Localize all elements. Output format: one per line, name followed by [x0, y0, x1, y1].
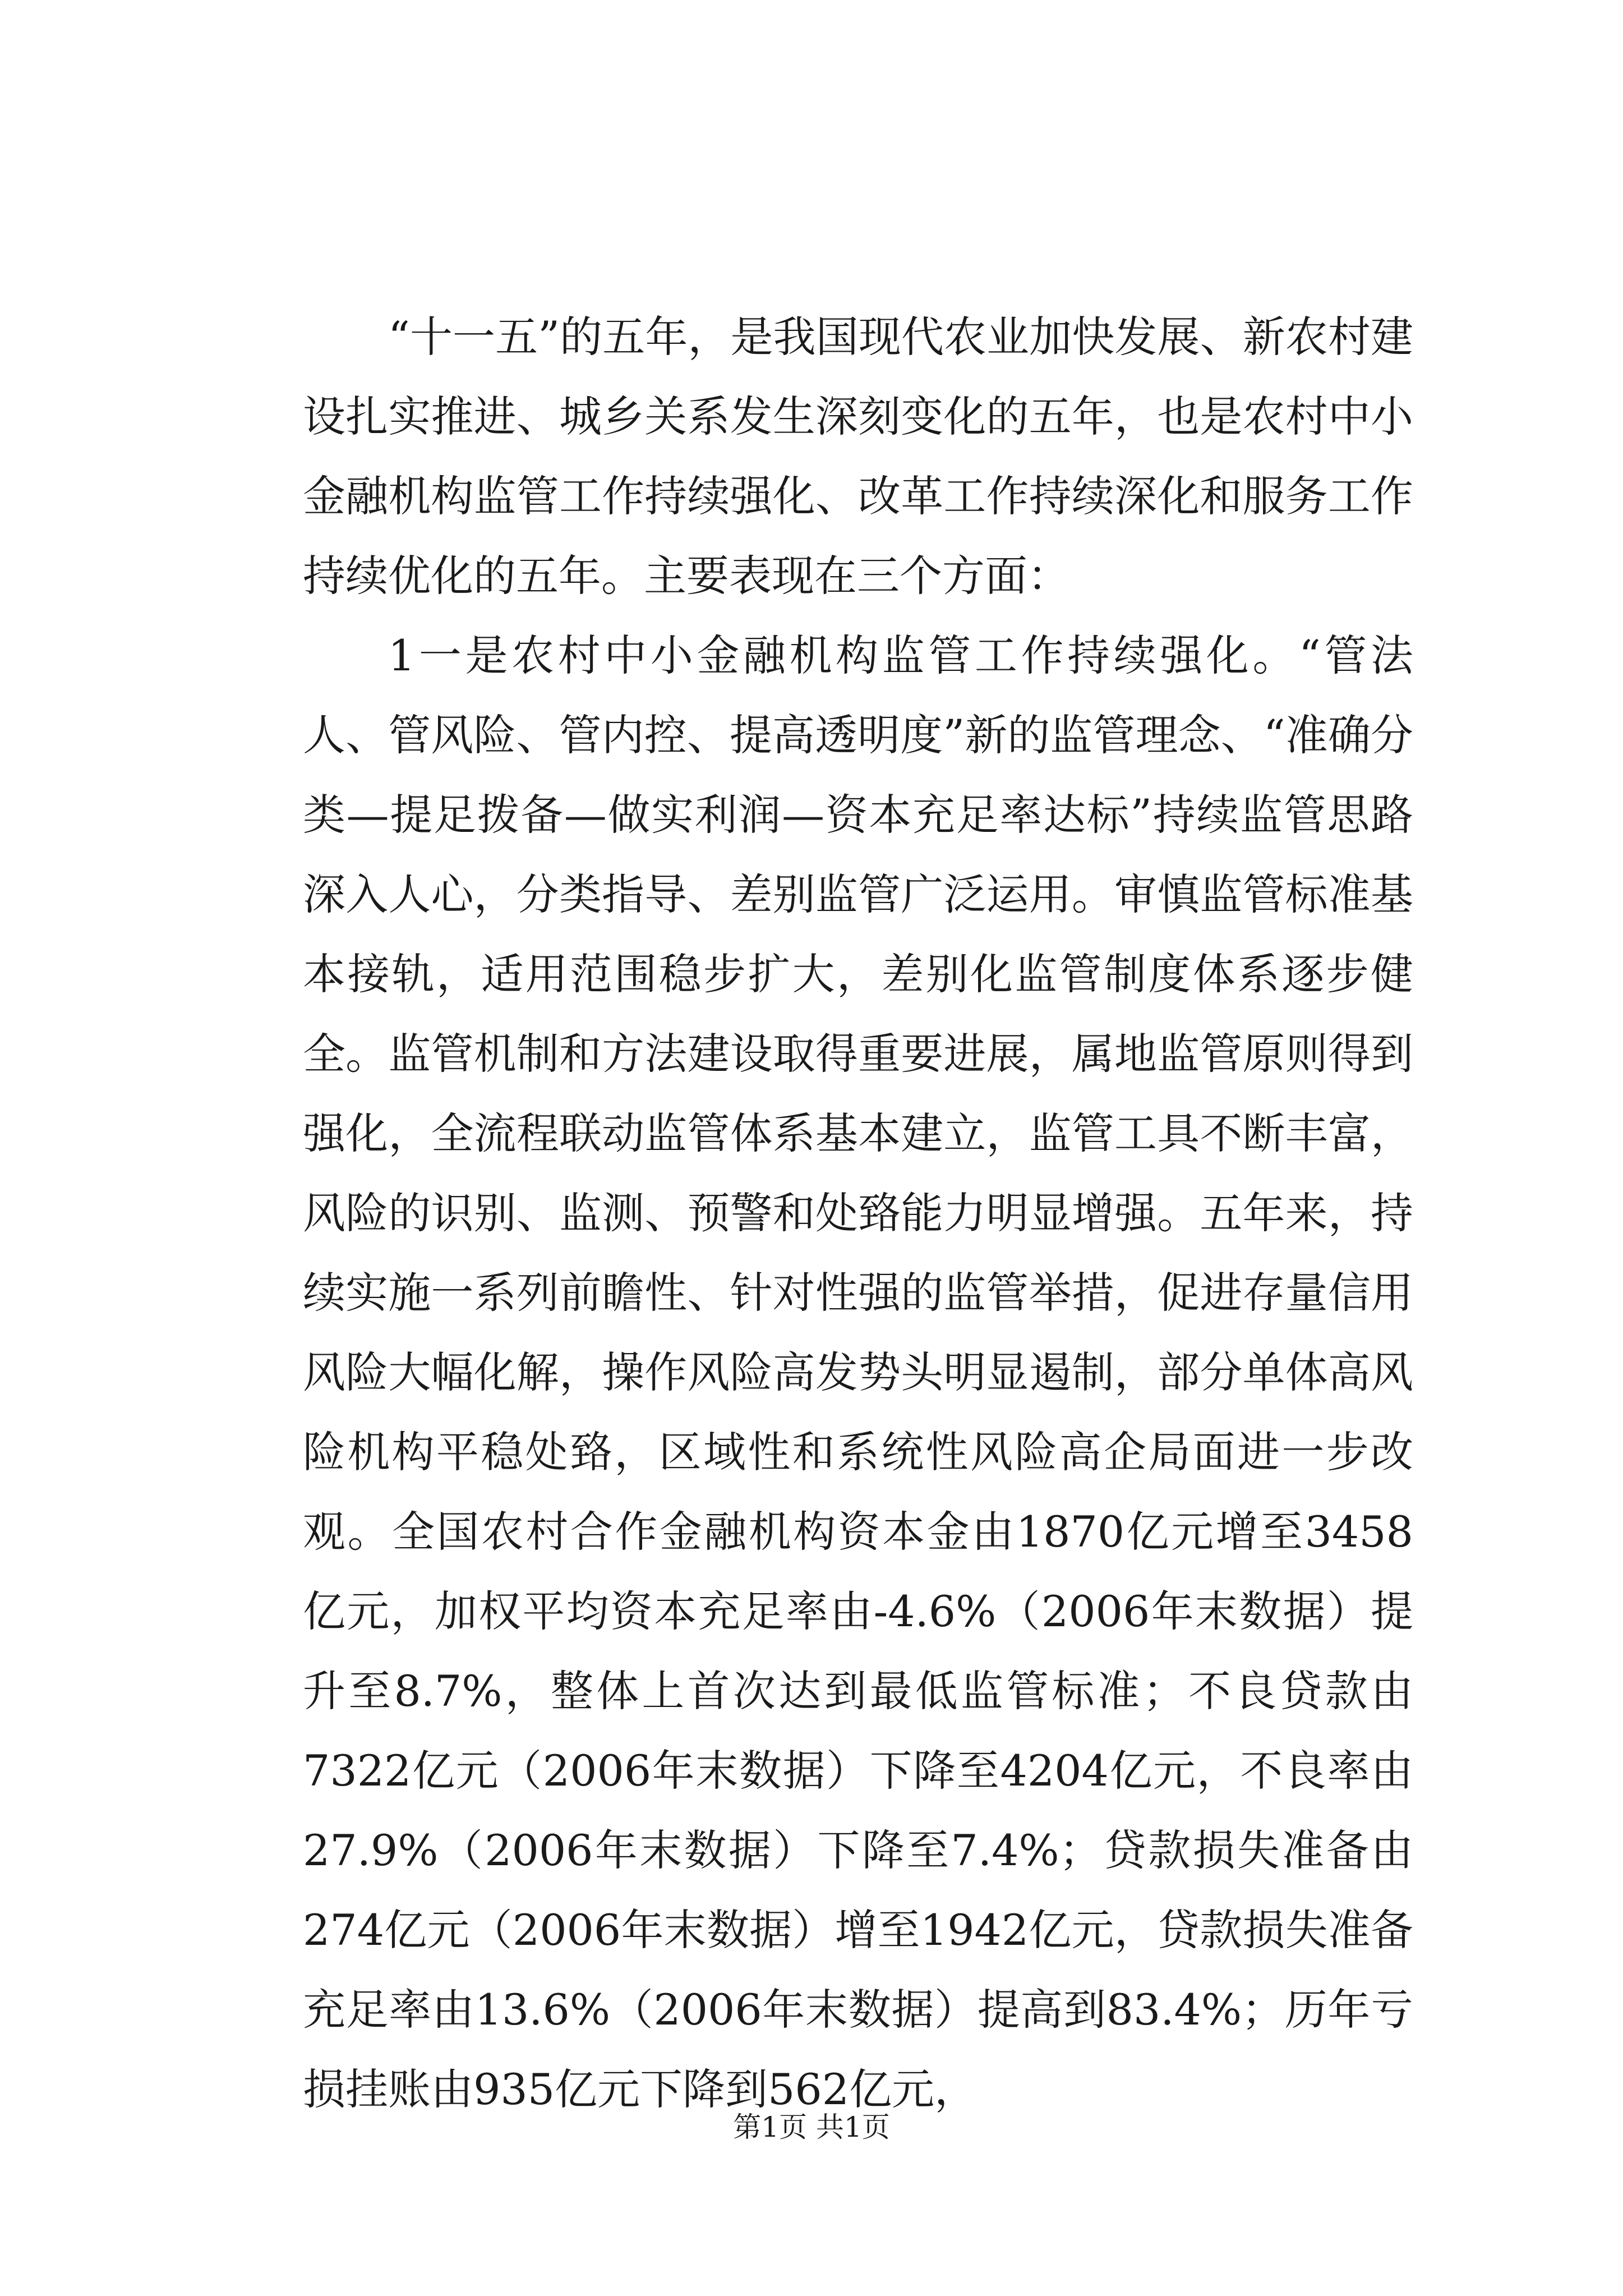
paragraph-intro: “十一五”的五年，是我国现代农业加快发展、新农村建设扎实推进、城乡关系发生深刻变化的五年，也是农村中小金融机构监管工作持续强化、改革工作持续深化和服务工作持续优化的五年。主要表现在三个方面：: [303, 312, 1413, 601]
document-body: [303, 297, 1413, 2129]
paragraph-supervision: 1一是农村中小金融机构监管工作持续强化。“管法人、管风险、管内控、提高透明度”新的监管理念、“准确分类—提足拨备—做实利润—资本充足率达标”持续监管思路深入人心，分类指导、差别监管广泛运用。审慎监管标准基本接轨，适用范围稳步扩大，差别化监管制度体系逐步健全。监管机制和方法建设取得重要进展，属地监管原则得到强化，全流程联动监管体系基本建立，监管工具不断丰富，风险的识别、监测、预警和处臵能力明显增强。五年来，持续实施一系列前瞻性、针对性强的监管举措，促进存量信用风险大幅化解，操作风险高发势头明显遏制，部分单体高风险机构平稳处臵，区域性和系统性风险高企局面进一步改观。全国农村合作金融机构资本金由1870亿元增至3458亿元，加权平均资本充足率由-4.6%（2006年末数据）提升至8.7%，整体上首次达到最低监管标准；不良贷款由7322亿元（2006年末数据）下降至4204亿元，不良率由27.9%（2006年末数据）下降至7.4%；贷款损失准备由274亿元（2006年末数据）增至1942亿元，贷款损失准备充足率由13.6%（2006年末数据）提高到83.4%；历年亏损挂账由935亿元下降到562亿元，: [303, 631, 1413, 2114]
page-footer: [0, 2105, 1623, 2145]
page-number: 第1页 共1页: [733, 2111, 890, 2143]
